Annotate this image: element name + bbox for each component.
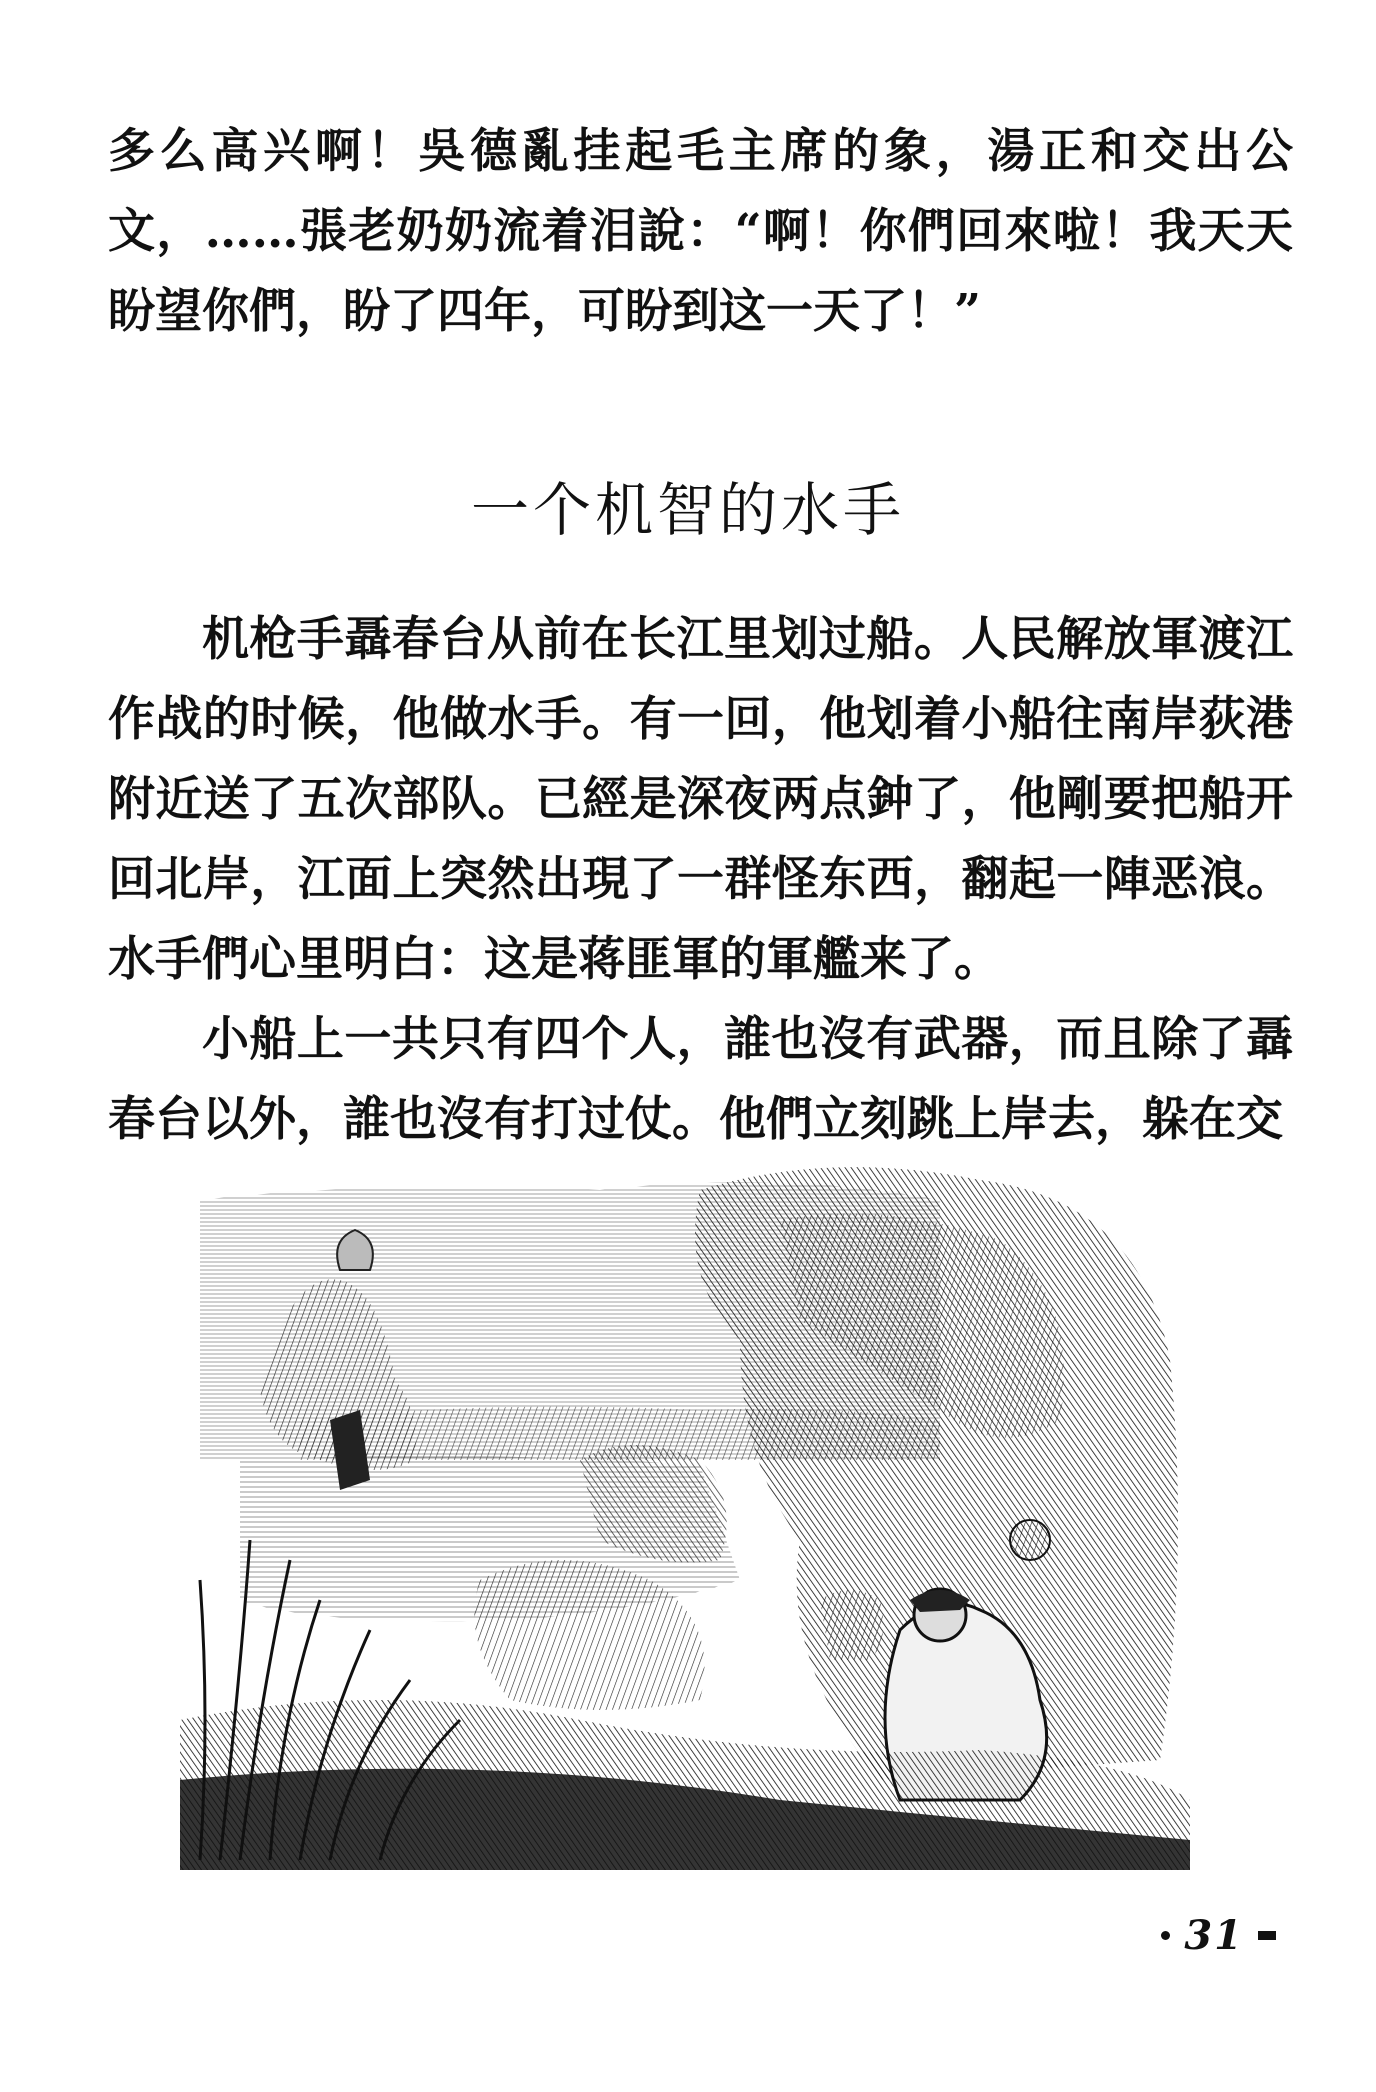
page-number-dash	[1258, 1931, 1276, 1940]
section-heading: 一个机智的水手	[470, 476, 905, 544]
page-number	[1161, 1912, 1276, 1959]
paragraph-continued: 多么高兴啊！吳德亂挂起毛主席的象，湯正和交出公文，……張老奶奶流着泪說：“啊！你們回來啦！我天天盼望你們，盼了四年，可盼到这一天了！”	[108, 124, 1293, 339]
page-number-dot	[1161, 1931, 1170, 1940]
paragraph: 机枪手聶春台从前在长江里划过船。人民解放軍渡江作战的时候，他做水手。有一回，他划着小船往南岸荻港附近送了五次部队。已經是深夜两点鈡了，他剛要把船开回北岸，江面上突然出現了一群怪东西，翻起一陣恶浪。水手們心里明白：这是蒋匪軍的軍艦来了。	[108, 612, 1293, 987]
paragraph: 小船上一共只有四个人，誰也沒有武器，而且除了聶春台以外，誰也沒有打过仗。他們立刻跳上岸去，躲在交	[108, 1012, 1293, 1147]
page-number-value: 31	[1184, 1912, 1244, 1959]
riverbank-illustration	[180, 1160, 1190, 1870]
